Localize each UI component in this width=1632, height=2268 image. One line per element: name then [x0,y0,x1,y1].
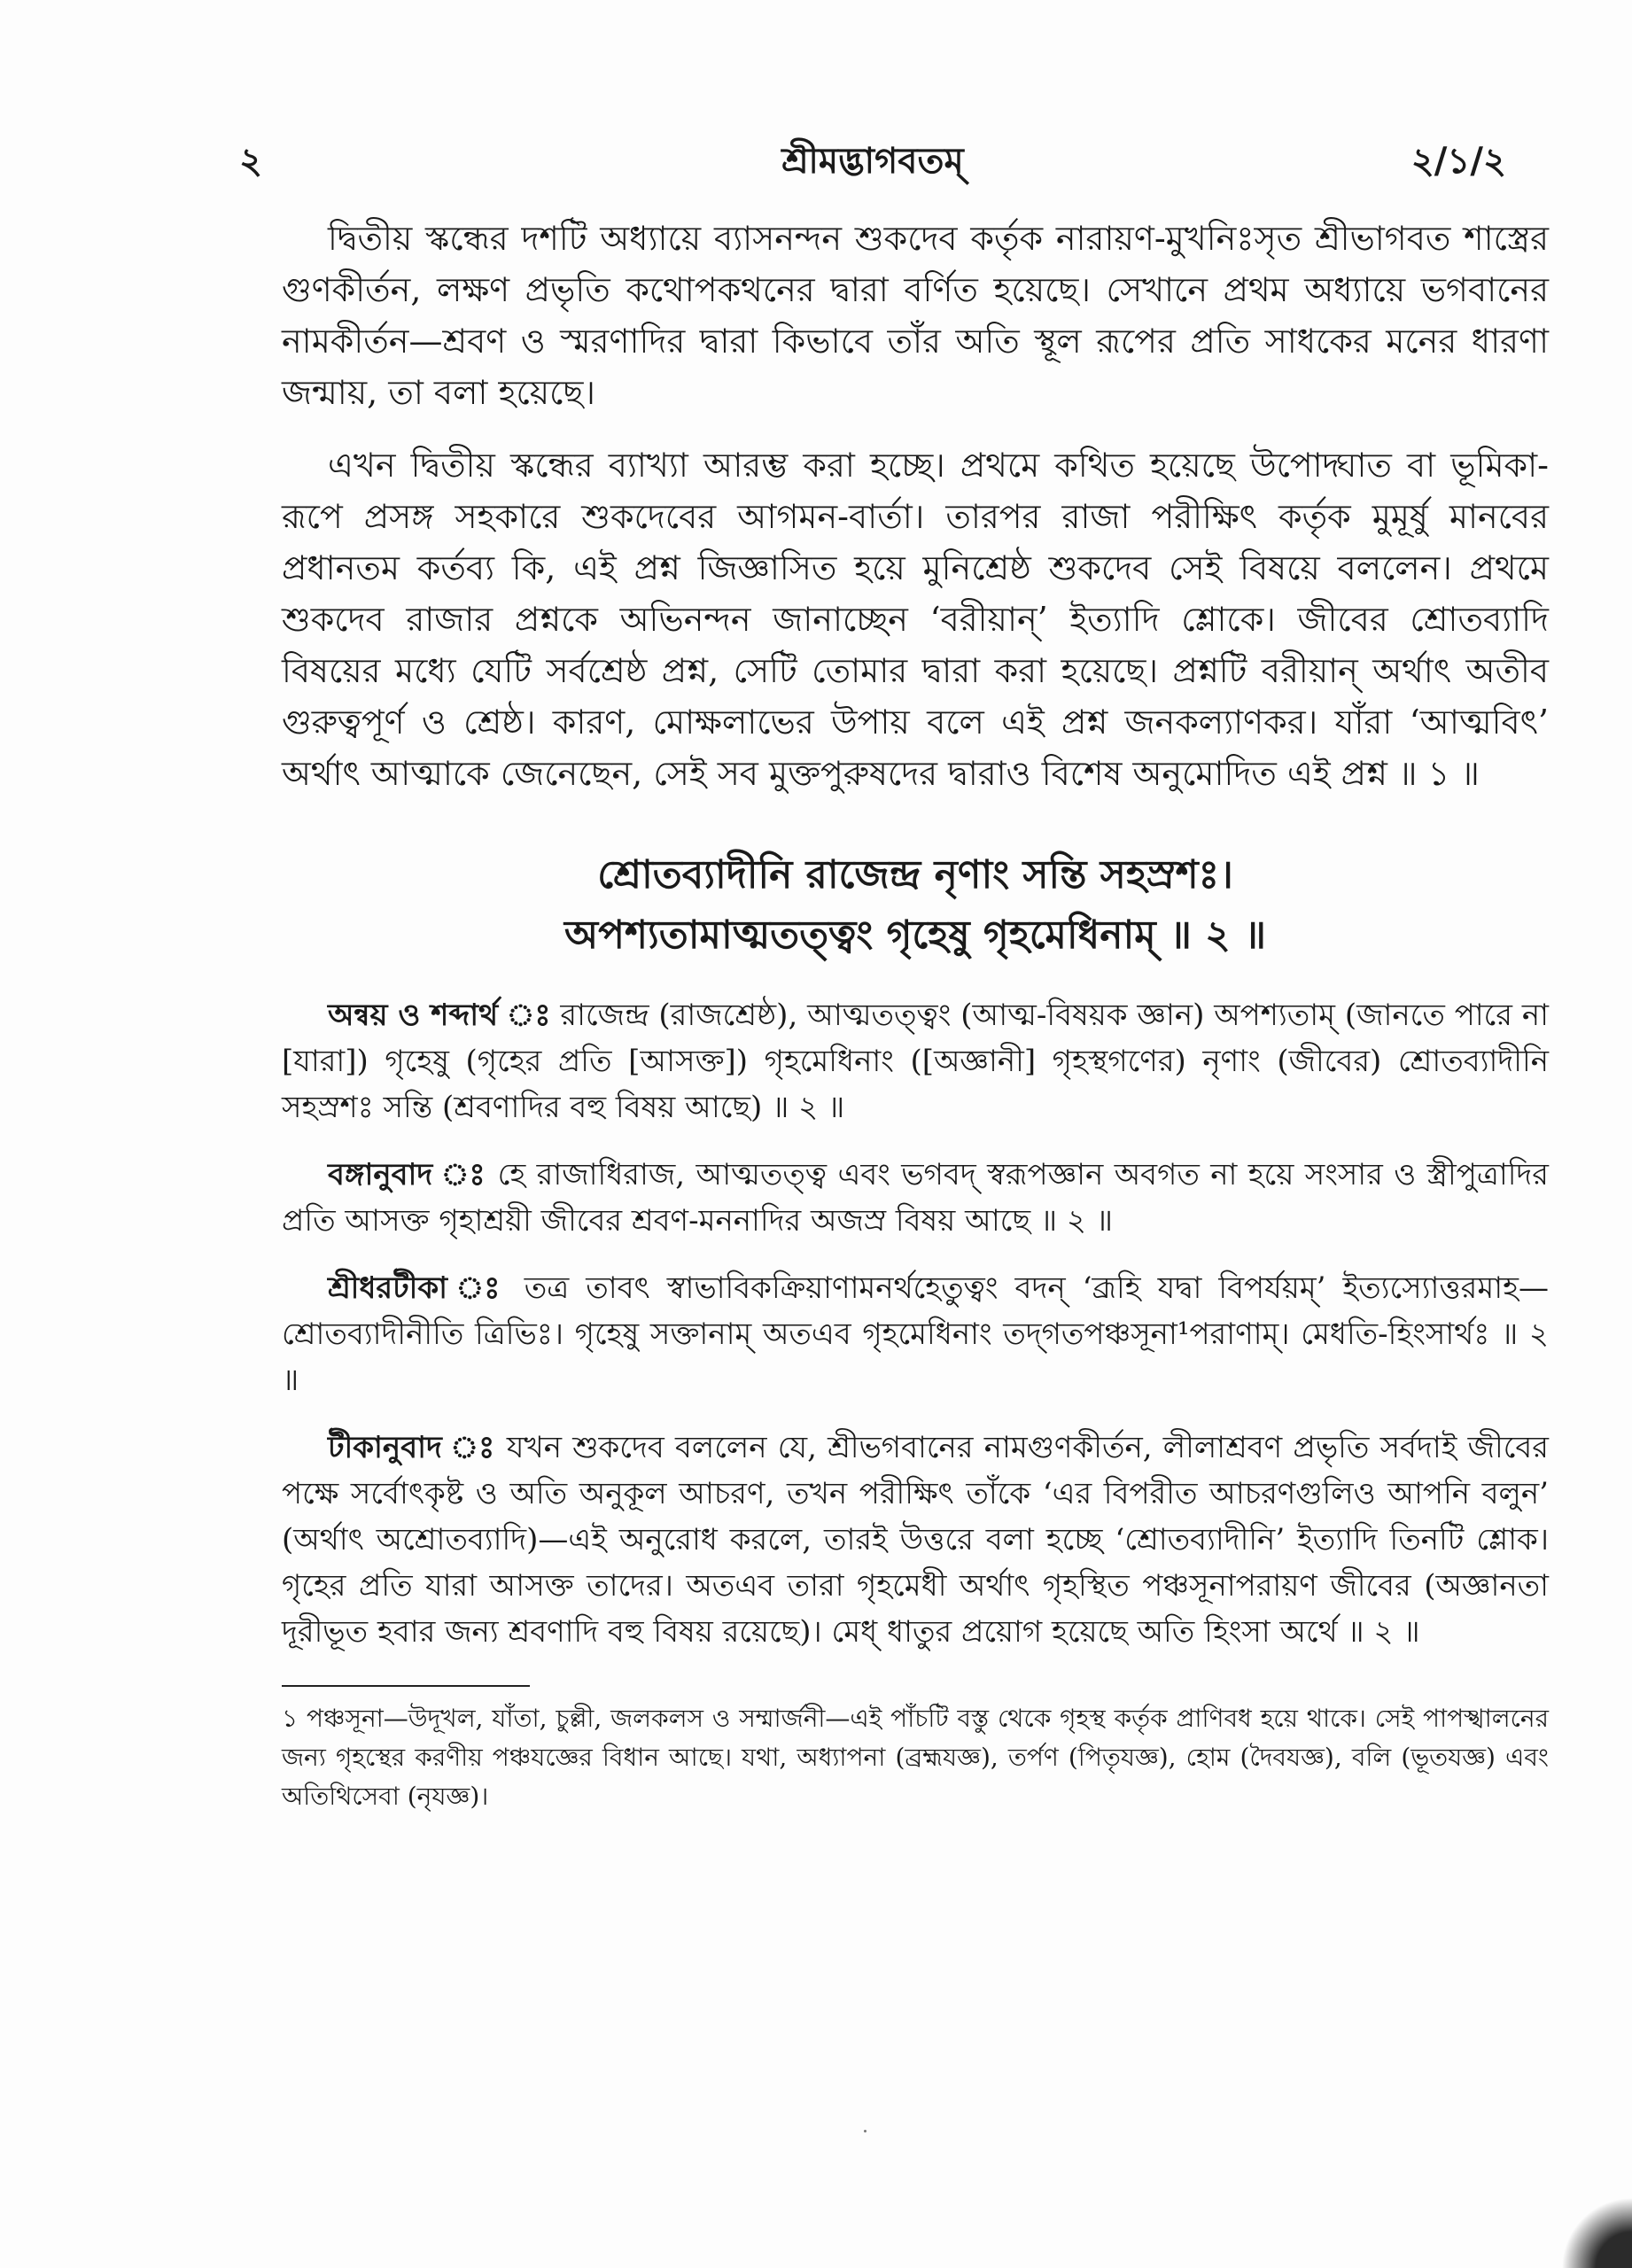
intro-paragraph-2: এখন দ্বিতীয় স্কন্ধের ব্যাখ্যা আরম্ভ করা হচ্ছে। প্রথমে কথিত হয়েছে উপোদ্ঘাত বা ভূমিকা-রূপে প্রসঙ্গ সহকারে শুকদেবের আগমন-বার্তা। তারপর রাজা পরীক্ষিৎ কর্তৃক মুমূর্ষু মানবের প্রধানতম কর্তব্য কি, এই প্রশ্ন জিজ্ঞাসিত হয়ে মুনিশ্রেষ্ঠ শুকদেব সেই বিষয়ে বললেন। প্রথমে শুকদেব রাজার প্রশ্নকে অভিনন্দন জানাচ্ছেন ‘বরীয়ান্’ ইত্যাদি শ্লোকে। জীবের শ্রোতব্যাদি বিষয়ের মধ্যে যেটি সর্বশ্রেষ্ঠ প্রশ্ন, সেটি তোমার দ্বারা করা হয়েছে। প্রশ্নটি বরীয়ান্ অর্থাৎ অতীব গুরুত্বপূর্ণ ও শ্রেষ্ঠ। কারণ, মোক্ষলাভের উপায় বলে এই প্রশ্ন জনকল্যাণকর। যাঁরা ‘আত্মবিৎ’ অর্থাৎ আত্মাকে জেনেছেন, সেই সব মুক্তপুরুষদের দ্বারাও বিশেষ অনুমোদিত এই প্রশ্ন ॥ ১ ॥ [282,446,1549,793]
chapter-verse-ref: ২/১/২ [1411,140,1506,182]
sridhar-label: শ্রীধরটীকা ঃ [328,1270,508,1306]
page-header [239,133,1506,186]
verse-line-2: অপশ্যতামাত্মতত্ত্বং গৃহেষু গৃহমেধিনাম্ ॥ ২ ॥ [563,913,1267,958]
anvaya-section [282,992,1549,1130]
page-body [282,213,1549,1816]
paper-speck [864,2130,867,2132]
scan-corner-shadow [1552,2188,1632,2268]
footnote-divider [282,1685,530,1687]
translation-label: বঙ্গানুবাদ ঃ [328,1157,487,1192]
commentary-translation-text: যখন শুকদেব বললেন যে, শ্রীভগবানের নামগুণকীর্তন, লীলাশ্রবণ প্রভৃতি সর্বদাই জীবের পক্ষে সর্বোৎকৃষ্ট ও অতি অনুকূল আচরণ, তখন পরীক্ষিৎ তাঁকে ‘এর বিপরীত আচরণগুলিও আপনি বলুন’ (অর্থাৎ অশ্রোতব্যাদি)—এই অনুরোধ করলে, তারই উত্তরে বলা হচ্ছে ‘শ্রোতব্যাদীনি’ ইত্যাদি তিনটি শ্লোক। গৃহের প্রতি যারা আসক্ত তাদের। অতএব তারা গৃহমেধী অর্থাৎ গৃহস্থিত পঞ্চসূনাপরায়ণ জীবের (অজ্ঞানতা দূরীভূত হবার জন্য শ্রবণাদি বহু বিষয় রয়েছে)। মেধ্ ধাতুর প্রয়োগ হয়েছে অতি হিংসা অর্থে ॥ ২ ॥ [282,1430,1550,1650]
page-number: ২ [239,140,263,182]
sridhar-commentary-section [282,1265,1549,1403]
footnote: ১ পঞ্চসূনা—উদূখল, যাঁতা, চুল্লী, জলকলস ও সম্মার্জনী—এই পাঁচটি বস্তু থেকে গৃহস্থ কর্তৃক প্রাণিবধ হয়ে থাকে। সেই পাপস্খালনের জন্য গৃহস্থের করণীয় পঞ্চযজ্ঞের বিধান আছে। যথা, অধ্যাপনা (ব্রহ্মযজ্ঞ), তর্পণ (পিতৃযজ্ঞ), হোম (দৈবযজ্ঞ), বলি (ভূতযজ্ঞ) এবং অতিথিসেবা (নৃযজ্ঞ)। [282,1704,1549,1811]
intro-paragraph-1: দ্বিতীয় স্কন্ধের দশটি অধ্যায়ে ব্যাসনন্দন শুকদেব কর্তৃক নারায়ণ-মুখনিঃসৃত শ্রীভাগবত শাস্ত্রের গুণকীর্তন, লক্ষণ প্রভৃতি কথোপকথনের দ্বারা বর্ণিত হয়েছে। সেখানে প্রথম অধ্যায়ে ভগবানের নামকীর্তন—শ্রবণ ও স্মরণাদির দ্বারা কিভাবে তাঁর অতি স্থূল রূপের প্রতি সাধকের মনের ধারণা জন্মায়, তা বলা হয়েছে। [282,219,1549,412]
anvaya-text: রাজেন্দ্র (রাজশ্রেষ্ঠ), আত্মতত্ত্বং (আত্ম-বিষয়ক জ্ঞান) অপশ্যতাম্ (জানতে পারে না [যারা]) গৃহেষু (গৃহের প্রতি [আসক্ত]) গৃহমেধিনাং ([অজ্ঞানী] গৃহস্থগণের) নৃণাং (জীবের) শ্রোতব্যাদীনি সহস্রশঃ সন্তি (শ্রবণাদির বহু বিষয় আছে) ॥ ২ ॥ [282,998,1549,1125]
translation-section [282,1152,1549,1244]
anvaya-label: অন্বয় ও শব্দার্থ ঃ [328,998,551,1033]
commentary-translation-section [282,1425,1549,1655]
sridhar-text: তত্র তাবৎ স্বাভাবিকক্রিয়াণামনর্থহেতুত্বং বদন্ ‘ব্রূহি যদ্বা বিপর্যয়ম্’ ইত্যস্যোত্তরমাহ—শ্রোতব্যাদীনীতি ত্রিভিঃ। গৃহেষু সক্তানাম্ অতএব গৃহমেধিনাং তদ্‌গতপঞ্চসূনা¹পরাণাম্। মেধতি-হিংসার্থঃ ॥ ২ ॥ [282,1270,1549,1398]
verse-line-1: শ্রোতব্যাদীনি রাজেন্দ্র নৃণাং সন্তি সহস্রশঃ। [597,852,1233,897]
running-title: শ্রীমদ্ভাগবতম্ [781,140,964,182]
translation-text: হে রাজাধিরাজ, আত্মতত্ত্ব এবং ভগবদ্ স্বরূপজ্ঞান অবগত না হয়ে সংসার ও স্ত্রীপুত্রাদির প্রতি আসক্ত গৃহাশ্রয়ী জীবের শ্রবণ-মননাদির অজস্র বিষয় আছে ॥ ২ ॥ [282,1157,1549,1239]
commentary-translation-label: টীকানুবাদ ঃ [328,1430,496,1465]
sanskrit-verse [282,845,1549,966]
